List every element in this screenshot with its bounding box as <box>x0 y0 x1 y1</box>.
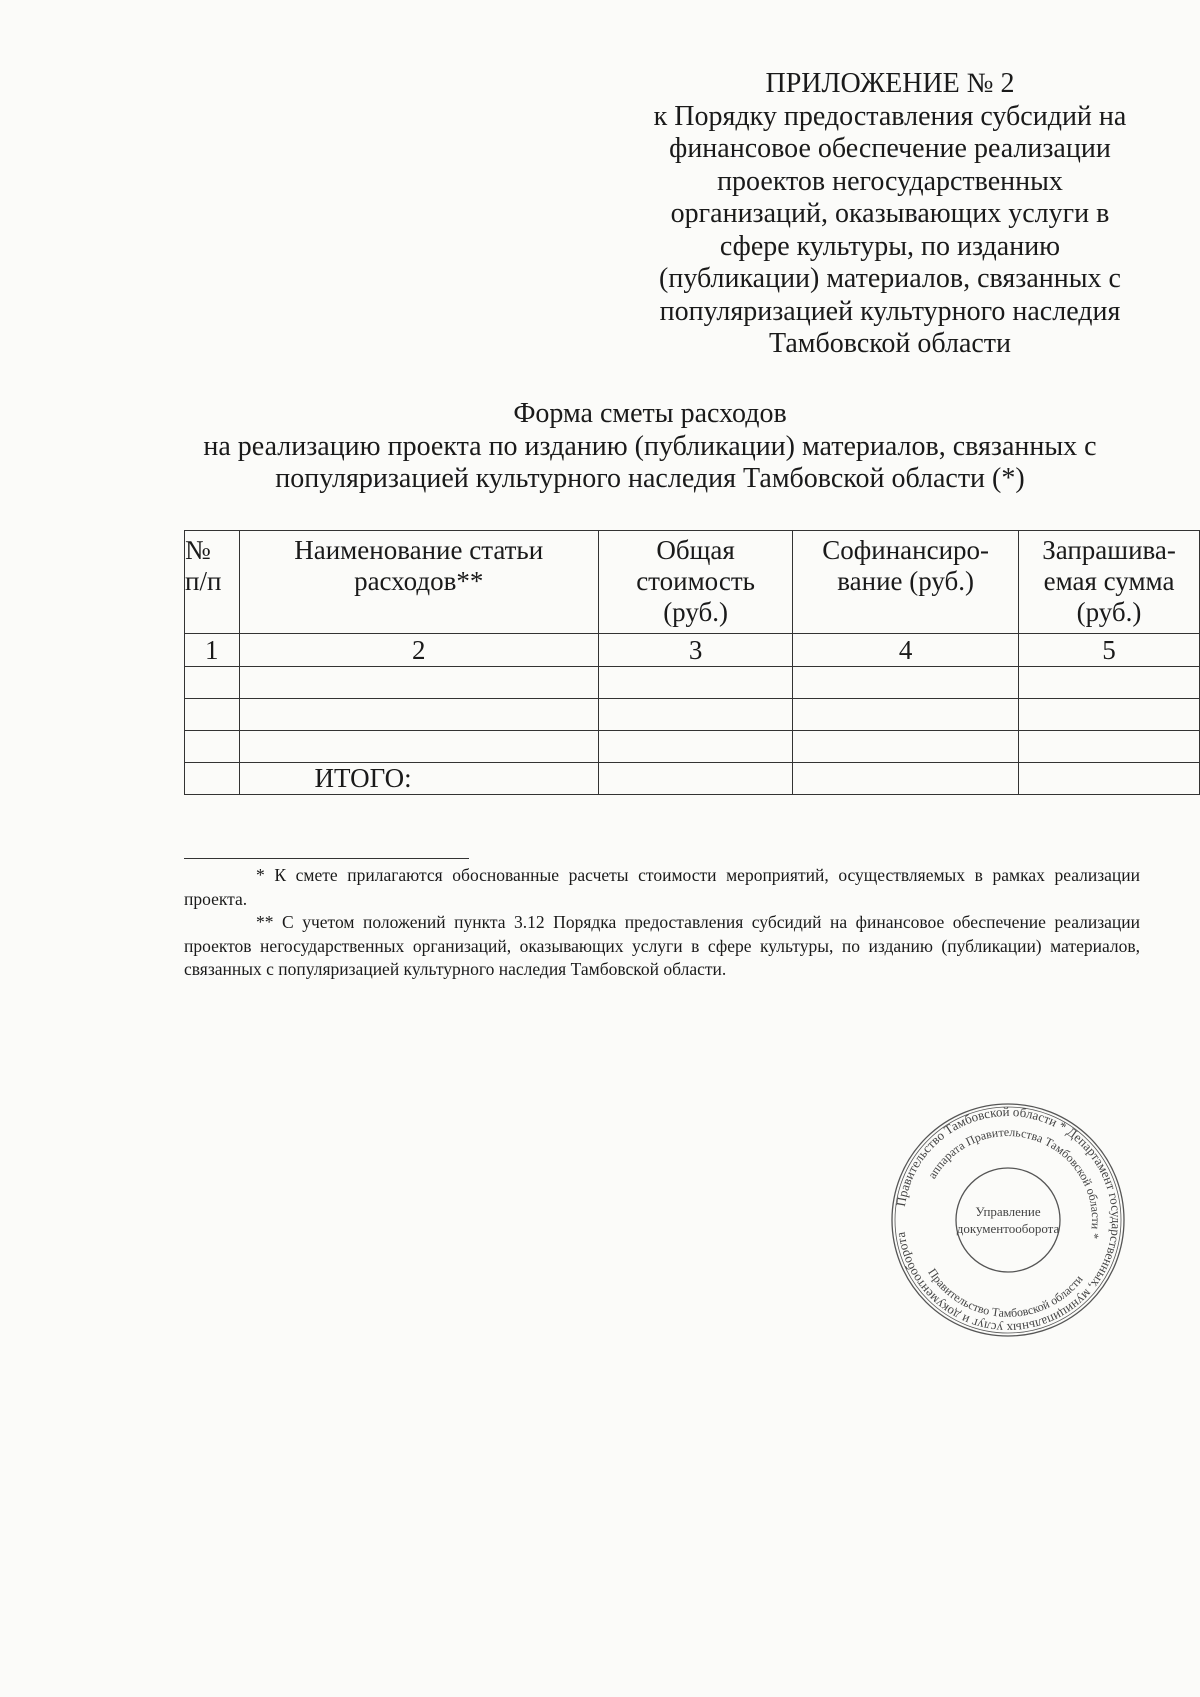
stamp-outer-text: Правительство Тамбовской области * Департамент государственных, муниципальных услуг и документооборота <box>892 1103 1125 1337</box>
header-cell-cofinancing: Софинансиро- вание (руб.) <box>793 531 1019 634</box>
footnote-divider <box>184 858 469 859</box>
footnote-2: ** С учетом положений пункта 3.12 Порядка предоставления субсидий на финансовое обеспечение реализации проектов негосударственных организаций, оказывающих услуги в сфере культуры, по изданию (публикации) материалов, связанных с популяризацией культурного наследия Тамбовской области. <box>184 912 1140 979</box>
footnote-1: * К смете прилагаются обоснованные расчеты стоимости мероприятий, осуществляемых в рамках реализации проекта. <box>184 865 1140 909</box>
column-number-cell: 1 <box>185 634 240 667</box>
header-cell-requested-amount: Запрашива- емая сумма (руб.) <box>1019 531 1200 634</box>
table-cell <box>239 731 598 763</box>
table-cell <box>793 667 1019 699</box>
table-cell <box>185 667 240 699</box>
table-cell <box>598 699 792 731</box>
official-stamp <box>888 1100 1128 1340</box>
table-column-numbers-row <box>185 634 1200 667</box>
table-cell <box>598 731 792 763</box>
table-cell <box>793 699 1019 731</box>
table-row <box>185 731 1200 763</box>
column-number-cell: 3 <box>598 634 792 667</box>
header-cell-total-cost: Общая стоимость (руб.) <box>598 531 792 634</box>
appendix-line: проектов негосударственных <box>717 165 1063 197</box>
table-cell <box>1019 667 1200 699</box>
appendix-line: (публикации) материалов, связанных с <box>659 263 1121 294</box>
table-cell <box>185 763 240 795</box>
table-cell <box>1019 763 1200 795</box>
table-cell <box>793 731 1019 763</box>
table-cell <box>239 667 598 699</box>
header-cell-number: № п/п <box>185 531 240 634</box>
table-cell <box>185 731 240 763</box>
table-cell <box>1019 699 1200 731</box>
table-total-row <box>185 763 1200 795</box>
stamp-middle-text: аппарата Правительства Тамбовской области * <box>924 1124 1104 1240</box>
appendix-line: организаций, оказывающих услуги в <box>670 198 1110 229</box>
form-title <box>180 398 1120 496</box>
stamp-center-text <box>888 1100 1128 1340</box>
appendix-line: к Порядку предоставления субсидий на <box>653 100 1127 132</box>
appendix-line: сфере культуры, по изданию <box>719 230 1061 262</box>
column-number-cell: 5 <box>1019 634 1200 667</box>
stamp-center-line: документооборота <box>956 1221 1060 1236</box>
table-cell <box>598 667 792 699</box>
appendix-line: популяризацией культурного наследия <box>659 295 1121 327</box>
appendix-heading <box>650 68 1130 361</box>
column-number-cell: 4 <box>793 634 1019 667</box>
table-row <box>185 667 1200 699</box>
table-header-row <box>185 531 1200 634</box>
table-cell <box>239 699 598 731</box>
total-label: ИТОГО: <box>239 763 598 795</box>
stamp-bottom-text: Правительство Тамбовской области <box>925 1265 1086 1320</box>
column-number-cell: 2 <box>239 634 598 667</box>
expense-estimate-table <box>184 530 1200 795</box>
appendix-line: финансовое обеспечение реализации <box>669 133 1111 164</box>
appendix-title: ПРИЛОЖЕНИЕ № 2 <box>765 68 1015 99</box>
form-title-line: Форма сметы расходов <box>513 398 787 429</box>
table-cell <box>598 763 792 795</box>
footnotes <box>184 864 1140 982</box>
table-cell <box>185 699 240 731</box>
table-row <box>185 699 1200 731</box>
table-cell <box>1019 731 1200 763</box>
form-title-line: на реализацию проекта по изданию (публикации) материалов, связанных с <box>203 430 1097 462</box>
table-cell <box>793 763 1019 795</box>
appendix-line: Тамбовской области <box>768 328 1012 359</box>
header-cell-item-name: Наименование статьи расходов** <box>239 531 598 634</box>
form-title-line: популяризацией культурного наследия Тамбовской области (*) <box>275 463 1025 494</box>
stamp-center-line: Управление <box>975 1204 1041 1219</box>
